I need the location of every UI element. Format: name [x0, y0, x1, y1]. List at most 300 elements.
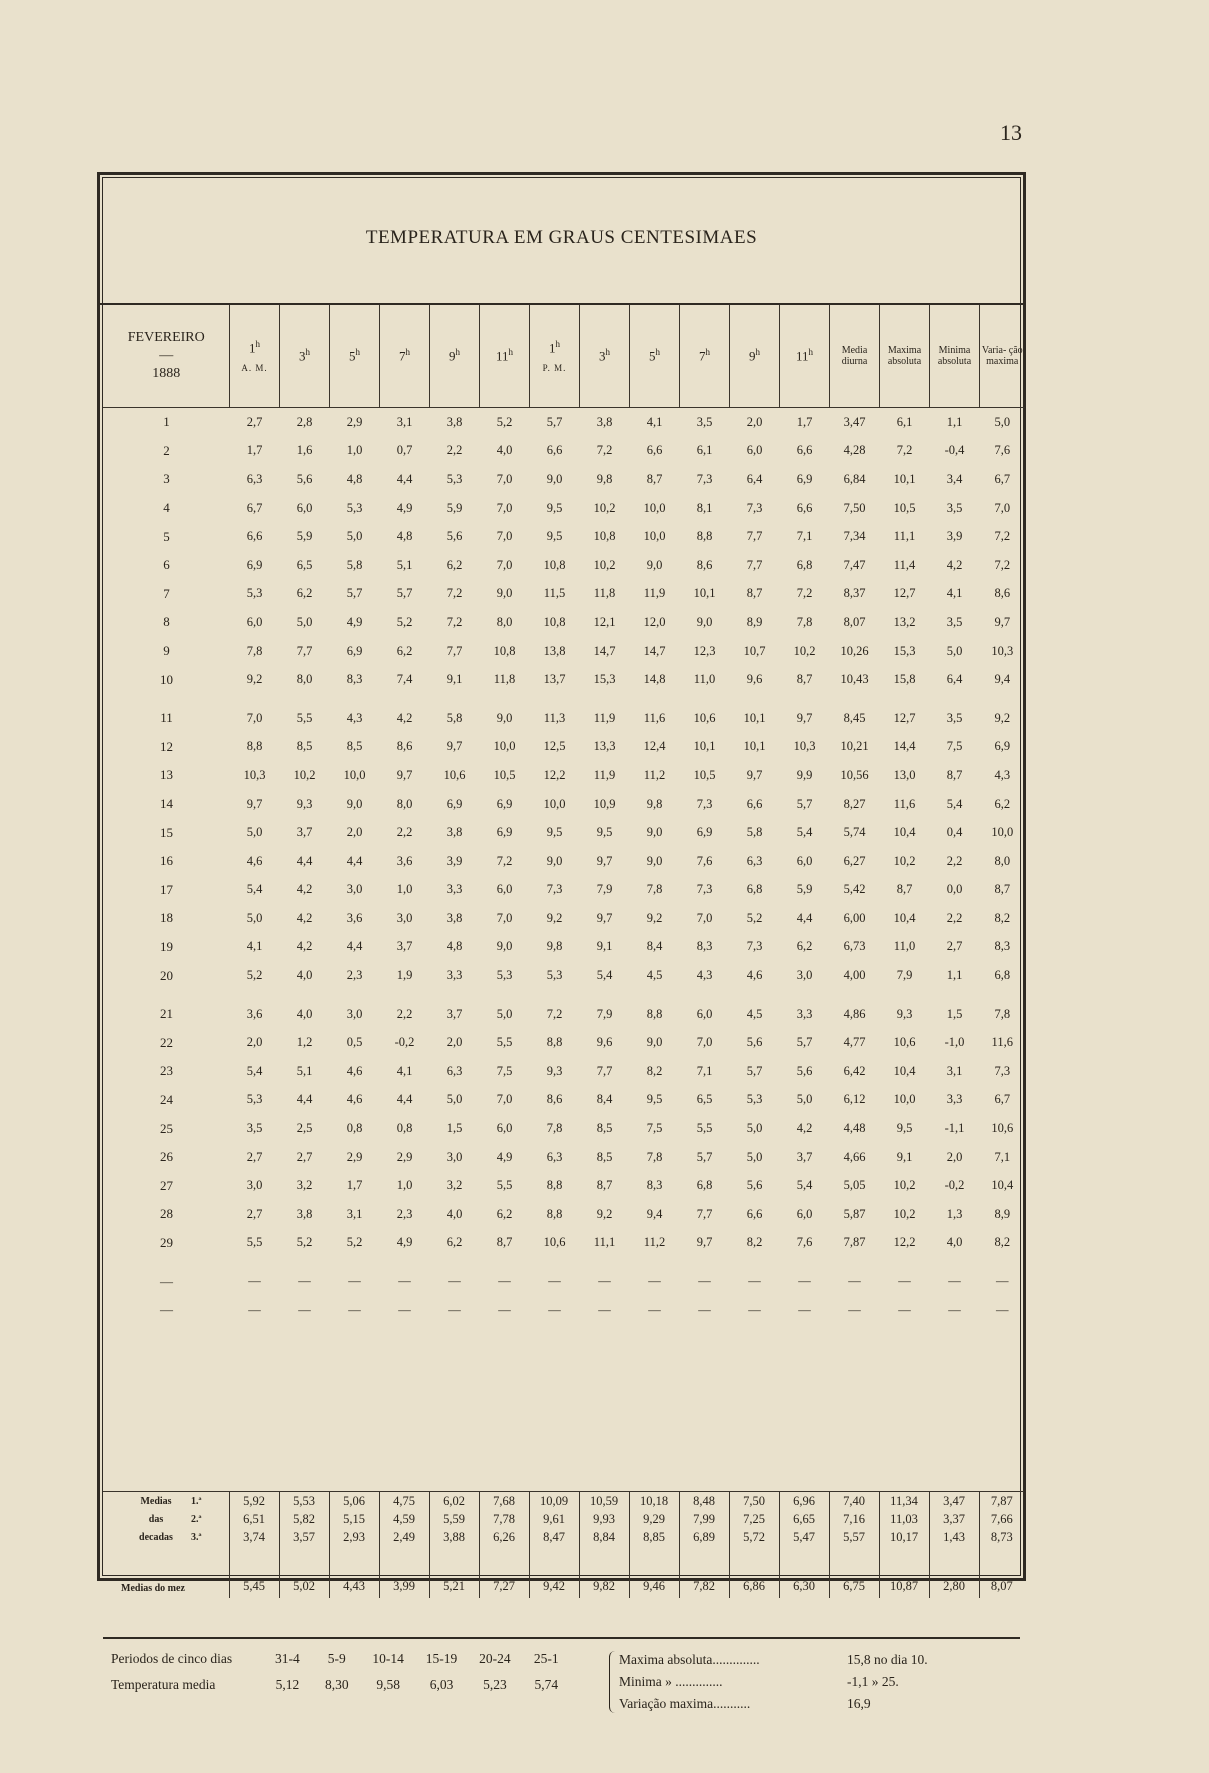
value-cell: 13,7: [543, 672, 566, 687]
value-cell: 9,0: [496, 710, 513, 725]
value-cell: 4,86: [843, 1006, 866, 1021]
hour-header: 9$^h$: [730, 305, 780, 408]
value-cell: 7,9: [596, 1006, 613, 1021]
footer-summary: [103, 1637, 1020, 1719]
value-cell: 5,0: [746, 1121, 763, 1136]
value-cell: 15,3: [593, 672, 616, 687]
day-cell: 24: [160, 1091, 173, 1107]
value-cell: 10,6: [893, 1035, 916, 1050]
value-cell: 4,6: [346, 1063, 363, 1078]
value-cell: 10,0: [893, 1092, 916, 1107]
value-cell: —: [548, 1274, 561, 1289]
month-mean-value: 5,02: [279, 1546, 329, 1598]
value-cell: 10,2: [793, 643, 816, 658]
value-cell: 10,1: [693, 586, 716, 601]
temperature-table: [103, 305, 1025, 1324]
value-cell: 7,3: [696, 796, 713, 811]
value-cell: 6,9: [246, 557, 263, 572]
value-cell: 9,5: [896, 1121, 913, 1136]
value-cell: 9,5: [546, 529, 563, 544]
day-cell: 28: [160, 1206, 173, 1222]
decade-value: 7,40: [829, 1492, 879, 1511]
value-cell: 15,3: [893, 643, 916, 658]
value-cell: 12,0: [643, 614, 666, 629]
day-cell: 3: [163, 471, 170, 487]
value-cell: 8,1: [696, 500, 713, 515]
value-cell: —: [648, 1274, 661, 1289]
value-cell: —: [698, 1302, 711, 1317]
value-cell: 5,5: [296, 710, 313, 725]
value-cell: 2,9: [346, 414, 363, 429]
value-cell: 8,7: [946, 767, 963, 782]
value-cell: 3,3: [796, 1006, 813, 1021]
day-cell: 15: [160, 824, 173, 840]
decade-row: [103, 1510, 1024, 1528]
value-cell: —: [448, 1274, 461, 1289]
value-cell: 7,6: [696, 853, 713, 868]
value-cell: 3,5: [246, 1121, 263, 1136]
value-cell: 5,0: [246, 910, 263, 925]
value-cell: 7,6: [994, 443, 1011, 458]
decade-value: 6,89: [679, 1528, 729, 1546]
value-cell: 4,0: [446, 1206, 463, 1221]
decade-value: 6,51: [229, 1510, 279, 1528]
decade-value: 7,87: [979, 1492, 1024, 1511]
value-cell: 8,37: [843, 586, 866, 601]
value-cell: 3,1: [346, 1206, 363, 1221]
value-cell: 10,9: [593, 796, 616, 811]
value-cell: 14,7: [643, 643, 666, 658]
value-cell: 8,5: [296, 739, 313, 754]
decade-value: 6,65: [779, 1510, 829, 1528]
value-cell: 9,2: [596, 1206, 613, 1221]
table-row: [104, 904, 1025, 933]
value-cell: 14,8: [643, 672, 666, 687]
value-cell: 2,7: [246, 1206, 263, 1221]
value-cell: 4,00: [843, 968, 866, 983]
header-row: [104, 305, 1025, 408]
decade-value: 8,47: [529, 1528, 579, 1546]
value-cell: 4,1: [396, 1063, 413, 1078]
value-cell: 15,8: [893, 672, 916, 687]
day-cell: 26: [160, 1149, 173, 1165]
value-cell: 5,9: [446, 500, 463, 515]
day-cell: 19: [160, 938, 173, 954]
value-cell: 8,8: [546, 1206, 563, 1221]
value-cell: 6,84: [843, 471, 866, 486]
value-cell: 6,12: [843, 1092, 866, 1107]
value-cell: 6,3: [546, 1149, 563, 1164]
value-cell: 11,2: [643, 1235, 666, 1250]
month-mean-value: 2,80: [929, 1546, 979, 1598]
value-cell: 4,1: [946, 586, 963, 601]
value-cell: 11,6: [991, 1035, 1013, 1050]
value-cell: 6,7: [246, 500, 263, 515]
value-cell: 2,2: [946, 910, 963, 925]
table-row: [104, 1296, 1025, 1325]
value-cell: 4,9: [346, 614, 363, 629]
decade-value: 7,50: [729, 1492, 779, 1511]
value-cell: 8,5: [596, 1149, 613, 1164]
decade-value: 4,59: [379, 1510, 429, 1528]
value-cell: 9,7: [246, 796, 263, 811]
table-row: [104, 608, 1025, 637]
value-cell: 9,7: [994, 614, 1011, 629]
value-cell: 9,2: [994, 710, 1011, 725]
value-cell: 5,6: [296, 471, 313, 486]
value-cell: 4,4: [396, 471, 413, 486]
value-cell: 8,27: [843, 796, 866, 811]
day-cell: 25: [160, 1120, 173, 1136]
table-row: [104, 437, 1025, 466]
value-cell: 4,48: [843, 1121, 866, 1136]
decade-value: 1,43: [929, 1528, 979, 1546]
value-cell: 11,6: [643, 710, 666, 725]
value-cell: 4,5: [646, 968, 663, 983]
value-cell: 8,6: [546, 1092, 563, 1107]
value-cell: 5,6: [796, 1063, 813, 1078]
value-cell: 10,3: [991, 643, 1014, 658]
value-cell: 5,2: [346, 1235, 363, 1250]
month-mean-value: 3,99: [379, 1546, 429, 1598]
value-cell: 7,1: [696, 1063, 713, 1078]
day-cell: 17: [160, 881, 173, 897]
value-cell: 3,8: [446, 414, 463, 429]
value-cell: 5,6: [746, 1178, 763, 1193]
value-cell: 1,0: [396, 1178, 413, 1193]
table-row: [104, 1000, 1025, 1029]
value-cell: 7,8: [246, 643, 263, 658]
table-row: [104, 933, 1025, 962]
table-row: [104, 522, 1025, 551]
hour-header: 5$^h$: [630, 305, 680, 408]
value-cell: 7,2: [896, 443, 913, 458]
value-cell: 4,9: [396, 1235, 413, 1250]
value-cell: 9,0: [346, 796, 363, 811]
day-cell: 12: [160, 738, 173, 754]
value-cell: 11,1: [893, 529, 916, 544]
value-cell: 7,7: [446, 643, 463, 658]
value-cell: 6,0: [496, 882, 513, 897]
value-cell: 3,2: [296, 1178, 313, 1193]
decade-value: 9,93: [579, 1510, 629, 1528]
value-cell: 6,1: [696, 443, 713, 458]
value-cell: 4,0: [946, 1235, 963, 1250]
value-cell: 2,0: [446, 1035, 463, 1050]
value-cell: 10,0: [493, 739, 516, 754]
value-cell: 13,2: [893, 614, 916, 629]
value-cell: —: [348, 1302, 361, 1317]
month-mean-value: 6,30: [779, 1546, 829, 1598]
table-row: [104, 704, 1025, 733]
value-cell: 2,7: [296, 1149, 313, 1164]
value-cell: 8,4: [646, 939, 663, 954]
value-cell: 5,0: [496, 1006, 513, 1021]
value-cell: 7,8: [546, 1121, 563, 1136]
value-cell: 7,9: [896, 968, 913, 983]
value-cell: 0,8: [346, 1121, 363, 1136]
value-cell: —: [748, 1274, 761, 1289]
decade-value: 3,88: [429, 1528, 479, 1546]
value-cell: 8,3: [646, 1178, 663, 1193]
value-cell: 9,8: [546, 939, 563, 954]
value-cell: 3,3: [446, 968, 463, 983]
value-cell: 2,3: [396, 1206, 413, 1221]
value-cell: 11,9: [593, 710, 616, 725]
value-cell: 8,07: [843, 614, 866, 629]
decade-value: 9,61: [529, 1510, 579, 1528]
hour-header: 7$^h$: [380, 305, 430, 408]
value-cell: 9,9: [796, 767, 813, 782]
value-cell: 6,6: [646, 443, 663, 458]
value-cell: 5,87: [843, 1206, 866, 1221]
value-cell: 4,4: [346, 853, 363, 868]
value-cell: 7,8: [994, 1006, 1011, 1021]
value-cell: 2,2: [396, 825, 413, 840]
hour-header: 1$^h$ A. M.: [230, 305, 280, 408]
value-cell: 6,8: [994, 968, 1011, 983]
decade-value: 3,47: [929, 1492, 979, 1511]
value-cell: 8,6: [396, 739, 413, 754]
value-cell: 8,2: [994, 1235, 1011, 1250]
value-cell: 8,4: [596, 1092, 613, 1107]
value-cell: 5,2: [496, 414, 513, 429]
value-cell: 7,0: [496, 471, 513, 486]
value-cell: 1,3: [946, 1206, 963, 1221]
value-cell: 5,5: [496, 1178, 513, 1193]
value-cell: 3,2: [446, 1178, 463, 1193]
value-cell: 5,0: [746, 1149, 763, 1164]
decade-value: 7,25: [729, 1510, 779, 1528]
decade-value: 2,49: [379, 1528, 429, 1546]
value-cell: 12,1: [593, 614, 616, 629]
decade-value: 11,03: [879, 1510, 929, 1528]
value-cell: 3,7: [396, 939, 413, 954]
value-cell: 13,0: [893, 767, 916, 782]
value-cell: 10,2: [593, 557, 616, 572]
day-cell: 21: [160, 1006, 173, 1022]
value-cell: —: [598, 1274, 611, 1289]
value-cell: 7,34: [843, 529, 866, 544]
value-cell: 7,3: [746, 939, 763, 954]
value-cell: 10,2: [293, 767, 316, 782]
value-cell: 8,7: [496, 1235, 513, 1250]
value-cell: —: [448, 1302, 461, 1317]
month-mean-value: 8,07: [979, 1546, 1024, 1598]
value-cell: 8,7: [596, 1178, 613, 1193]
value-cell: 9,0: [646, 1035, 663, 1050]
value-cell: 6,5: [696, 1092, 713, 1107]
value-cell: 9,1: [896, 1149, 913, 1164]
value-cell: 4,2: [946, 557, 963, 572]
month-mean-value: 5,21: [429, 1546, 479, 1598]
decade-value: 10,18: [629, 1492, 679, 1511]
value-cell: 2,9: [346, 1149, 363, 1164]
decade-value: 10,09: [529, 1492, 579, 1511]
value-cell: 7,0: [246, 710, 263, 725]
value-cell: 12,2: [893, 1235, 916, 1250]
value-cell: —: [548, 1302, 561, 1317]
value-cell: —: [598, 1302, 611, 1317]
day-cell: 23: [160, 1063, 173, 1079]
day-cell: 11: [160, 710, 173, 726]
decade-row: [103, 1492, 1024, 1511]
value-cell: 12,2: [543, 767, 566, 782]
decade-value: 5,57: [829, 1528, 879, 1546]
value-cell: 10,43: [840, 672, 869, 687]
value-cell: 3,6: [246, 1006, 263, 1021]
value-cell: 4,1: [246, 939, 263, 954]
value-cell: 12,5: [543, 739, 566, 754]
value-cell: 9,2: [546, 910, 563, 925]
table-row: [104, 1143, 1025, 1172]
value-cell: 7,87: [843, 1235, 866, 1250]
value-cell: 0,4: [946, 825, 963, 840]
value-cell: 3,7: [296, 825, 313, 840]
value-cell: 4,0: [296, 1006, 313, 1021]
value-cell: 7,0: [496, 557, 513, 572]
value-cell: 3,8: [446, 825, 463, 840]
value-cell: 5,7: [346, 586, 363, 601]
value-cell: 10,26: [840, 643, 869, 658]
value-cell: 5,4: [246, 1063, 263, 1078]
value-cell: 1,1: [946, 968, 963, 983]
value-cell: 6,2: [994, 796, 1011, 811]
decade-value: 5,92: [229, 1492, 279, 1511]
value-cell: 8,7: [746, 586, 763, 601]
hour-header: 7$^h$: [680, 305, 730, 408]
value-cell: 5,1: [296, 1063, 313, 1078]
table-row: [104, 408, 1025, 437]
decade-value: 5,06: [329, 1492, 379, 1511]
value-cell: 1,6: [296, 443, 313, 458]
value-cell: 9,0: [496, 939, 513, 954]
day-cell: 4: [163, 500, 170, 516]
value-cell: 10,1: [693, 739, 716, 754]
value-cell: 6,0: [796, 853, 813, 868]
value-cell: 2,7: [946, 939, 963, 954]
value-cell: 4,9: [396, 500, 413, 515]
value-cell: 7,5: [946, 739, 963, 754]
decade-value: 5,15: [329, 1510, 379, 1528]
table-row: [104, 1057, 1025, 1086]
value-cell: 9,5: [546, 825, 563, 840]
value-cell: 7,8: [646, 882, 663, 897]
value-cell: 2,9: [396, 1149, 413, 1164]
value-cell: 5,7: [396, 586, 413, 601]
month-mean-value: 10,87: [879, 1546, 929, 1598]
value-cell: 1,1: [946, 414, 963, 429]
value-cell: —: [948, 1274, 961, 1289]
value-cell: —: [698, 1274, 711, 1289]
day-cell: 2: [163, 442, 170, 458]
value-cell: 6,8: [796, 557, 813, 572]
day-cell: 7: [163, 585, 170, 601]
value-cell: 3,8: [296, 1206, 313, 1221]
hour-header: 11$^h$: [480, 305, 530, 408]
decade-value: 6,26: [479, 1528, 529, 1546]
value-cell: 10,1: [743, 739, 766, 754]
day-cell: 8: [163, 614, 170, 630]
day-cell: 18: [160, 910, 173, 926]
value-cell: 7,7: [596, 1063, 613, 1078]
value-cell: 5,3: [446, 471, 463, 486]
value-cell: 6,9: [796, 471, 813, 486]
day-cell: 6: [163, 557, 170, 573]
decade-value: 7,66: [979, 1510, 1024, 1528]
day-cell: 10: [160, 671, 173, 687]
value-cell: 7,6: [796, 1235, 813, 1250]
value-cell: 10,1: [743, 710, 766, 725]
value-cell: 11,0: [693, 672, 716, 687]
value-cell: 9,0: [546, 471, 563, 486]
value-cell: —: [398, 1302, 411, 1317]
value-cell: 11,9: [593, 767, 616, 782]
value-cell: 3,9: [946, 529, 963, 544]
value-cell: 13,3: [593, 739, 616, 754]
value-cell: 6,7: [994, 1092, 1011, 1107]
value-cell: —: [248, 1302, 261, 1317]
table-row: [104, 1229, 1025, 1258]
value-cell: 4,8: [446, 939, 463, 954]
value-cell: 4,3: [346, 710, 363, 725]
title-box: [100, 175, 1023, 305]
day-cell: 14: [160, 796, 173, 812]
value-cell: 7,5: [646, 1121, 663, 1136]
value-cell: 5,4: [596, 968, 613, 983]
month-mean-value: 7,27: [479, 1546, 529, 1598]
value-cell: 6,5: [296, 557, 313, 572]
value-cell: 6,0: [696, 1006, 713, 1021]
month-mean-value: 9,82: [579, 1546, 629, 1598]
value-cell: 3,0: [346, 1006, 363, 1021]
decade-label: das 2.ª: [148, 1513, 202, 1525]
value-cell: 5,6: [746, 1035, 763, 1050]
value-cell: 5,3: [746, 1092, 763, 1107]
value-cell: 3,9: [446, 853, 463, 868]
value-cell: 11,8: [593, 586, 616, 601]
value-cell: 11,1: [593, 1235, 616, 1250]
value-cell: 6,2: [396, 643, 413, 658]
value-cell: 2,3: [346, 968, 363, 983]
value-cell: 5,5: [246, 1235, 263, 1250]
table-row: [104, 733, 1025, 762]
value-cell: 9,0: [646, 853, 663, 868]
value-cell: 7,2: [496, 853, 513, 868]
value-cell: 8,8: [646, 1006, 663, 1021]
value-cell: 6,2: [496, 1206, 513, 1221]
value-cell: —: [996, 1302, 1009, 1317]
value-cell: 10,4: [991, 1178, 1014, 1193]
value-cell: 1,2: [296, 1035, 313, 1050]
hour-header: 3$^h$: [280, 305, 330, 408]
value-cell: 5,0: [246, 825, 263, 840]
month-means-row: [103, 1546, 1024, 1598]
value-cell: 10,7: [743, 643, 766, 658]
value-cell: 4,5: [746, 1006, 763, 1021]
value-cell: -0,2: [944, 1178, 965, 1193]
decade-value: 5,59: [429, 1510, 479, 1528]
month-means-label: Medias do mez: [121, 1583, 185, 1594]
value-cell: 4,2: [296, 882, 313, 897]
value-cell: 9,8: [646, 796, 663, 811]
variacao-header: Varia- ção maxima: [980, 305, 1025, 408]
value-cell: 3,0: [796, 968, 813, 983]
decade-value: 2,93: [329, 1528, 379, 1546]
value-cell: 5,3: [246, 586, 263, 601]
hour-header: 3$^h$: [580, 305, 630, 408]
day-cell: 22: [160, 1034, 173, 1050]
